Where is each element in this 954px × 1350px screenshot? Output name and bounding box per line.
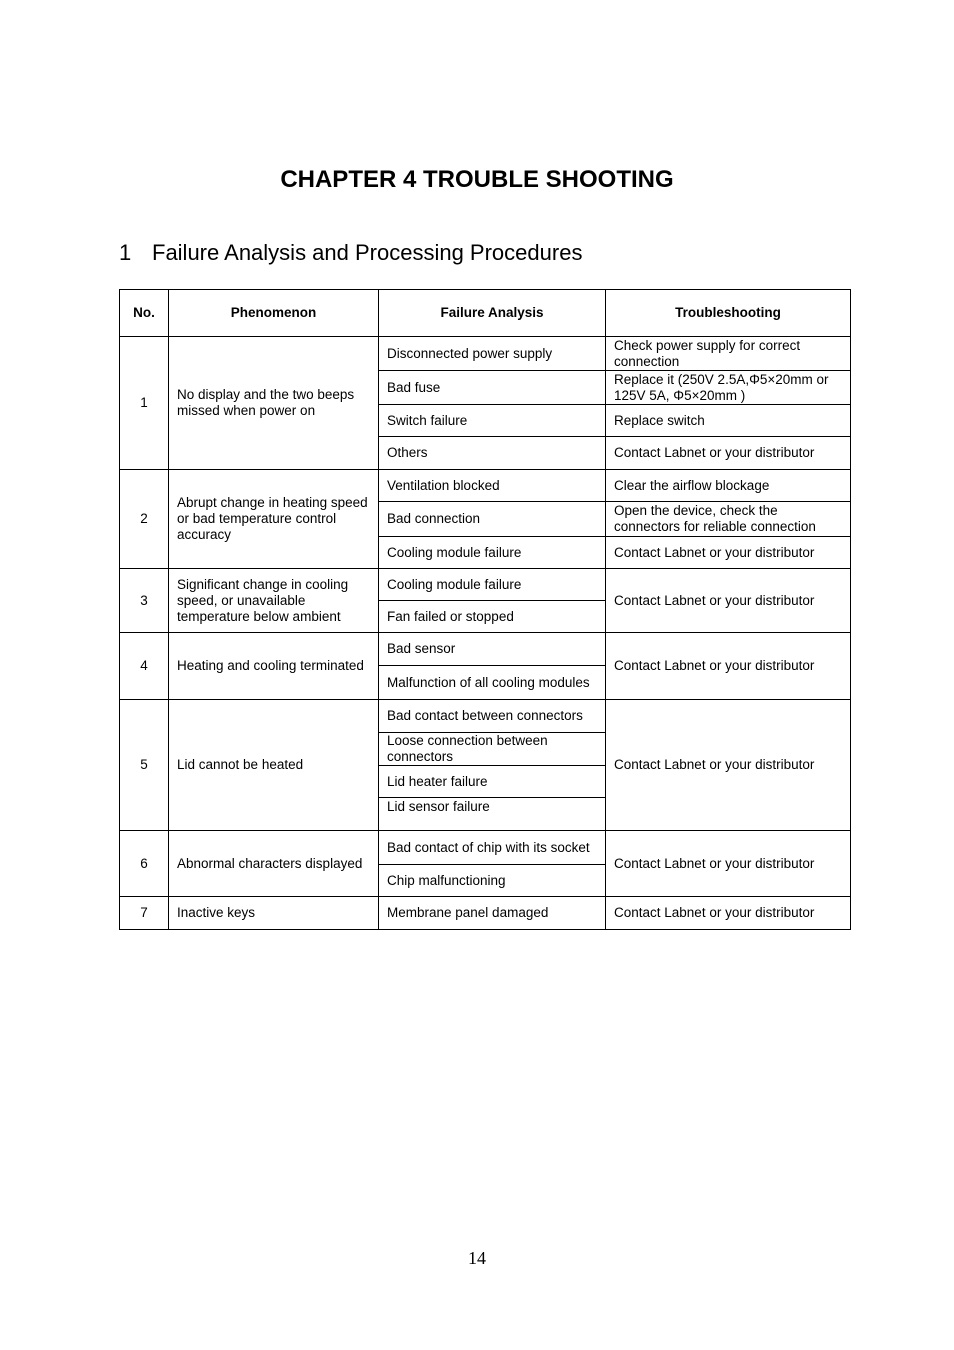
failure-analysis-cell: Bad connection	[379, 502, 606, 537]
failure-analysis-cell: Switch failure	[379, 405, 606, 437]
phenomenon-cell: Abnormal characters displayed	[169, 831, 379, 897]
row-number: 7	[120, 897, 169, 930]
section-number: 1	[119, 240, 132, 265]
failure-analysis-cell: Cooling module failure	[379, 537, 606, 569]
page-number: 14	[468, 1248, 486, 1268]
failure-analysis-cell: Bad contact between connectors	[379, 700, 606, 733]
header-phenomenon: Phenomenon	[169, 290, 379, 337]
troubleshooting-cell: Contact Labnet or your distributor	[606, 437, 851, 470]
troubleshooting-cell: Replace it (250V 2.5A,Φ5×20mm or 125V 5A, Φ5×20mm )	[606, 371, 851, 405]
failure-analysis-cell: Cooling module failure	[379, 569, 606, 601]
header-failure-analysis: Failure Analysis	[379, 290, 606, 337]
row-number: 2	[120, 470, 169, 569]
failure-analysis-cell: Loose connection between connectors	[379, 733, 606, 766]
phenomenon-cell: Lid cannot be heated	[169, 700, 379, 831]
failure-analysis-cell: Disconnected power supply	[379, 337, 606, 371]
table-row	[120, 700, 851, 733]
table-header-row	[120, 290, 851, 337]
troubleshooting-cell: Clear the airflow blockage	[606, 470, 851, 502]
troubleshooting-cell: Contact Labnet or your distributor	[606, 831, 851, 897]
phenomenon-cell: Abrupt change in heating speed or bad temperature control accuracy	[169, 470, 379, 569]
failure-analysis-cell: Ventilation blocked	[379, 470, 606, 502]
failure-analysis-cell: Bad contact of chip with its socket	[379, 831, 606, 865]
failure-analysis-cell: Fan failed or stopped	[379, 601, 606, 633]
failure-analysis-cell: Bad fuse	[379, 371, 606, 405]
phenomenon-cell: No display and the two beeps missed when power on	[169, 337, 379, 470]
failure-analysis-cell: Chip malfunctioning	[379, 865, 606, 897]
phenomenon-cell: Heating and cooling terminated	[169, 633, 379, 700]
troubleshooting-cell: Open the device, check the connectors for reliable connection	[606, 502, 851, 537]
table-row	[120, 897, 851, 930]
troubleshooting-cell: Check power supply for correct connection	[606, 337, 851, 371]
section-title: Failure Analysis and Processing Procedures	[152, 240, 583, 265]
troubleshooting-cell: Replace switch	[606, 405, 851, 437]
row-number: 6	[120, 831, 169, 897]
table-row	[120, 831, 851, 865]
troubleshooting-cell: Contact Labnet or your distributor	[606, 537, 851, 569]
table-row	[120, 633, 851, 666]
failure-analysis-cell: Lid sensor failure	[379, 798, 606, 831]
troubleshooting-cell: Contact Labnet or your distributor	[606, 700, 851, 831]
table-row	[120, 337, 851, 371]
troubleshooting-cell: Contact Labnet or your distributor	[606, 569, 851, 633]
row-number: 3	[120, 569, 169, 633]
failure-analysis-cell: Others	[379, 437, 606, 470]
failure-analysis-cell: Lid heater failure	[379, 766, 606, 798]
table-row	[120, 569, 851, 601]
troubleshooting-cell: Contact Labnet or your distributor	[606, 633, 851, 700]
troubleshooting-table	[119, 289, 851, 930]
row-number: 1	[120, 337, 169, 470]
phenomenon-cell: Significant change in cooling speed, or unavailable temperature below ambient	[169, 569, 379, 633]
header-no: No.	[120, 290, 169, 337]
table-row	[120, 470, 851, 502]
troubleshooting-cell: Contact Labnet or your distributor	[606, 897, 851, 930]
failure-analysis-cell: Bad sensor	[379, 633, 606, 666]
row-number: 5	[120, 700, 169, 831]
chapter-title: CHAPTER 4 TROUBLE SHOOTING	[280, 166, 674, 193]
phenomenon-cell: Inactive keys	[169, 897, 379, 930]
failure-analysis-cell: Membrane panel damaged	[379, 897, 606, 930]
header-troubleshooting: Troubleshooting	[606, 290, 851, 337]
failure-analysis-cell: Malfunction of all cooling modules	[379, 666, 606, 700]
section-heading	[119, 240, 582, 266]
row-number: 4	[120, 633, 169, 700]
